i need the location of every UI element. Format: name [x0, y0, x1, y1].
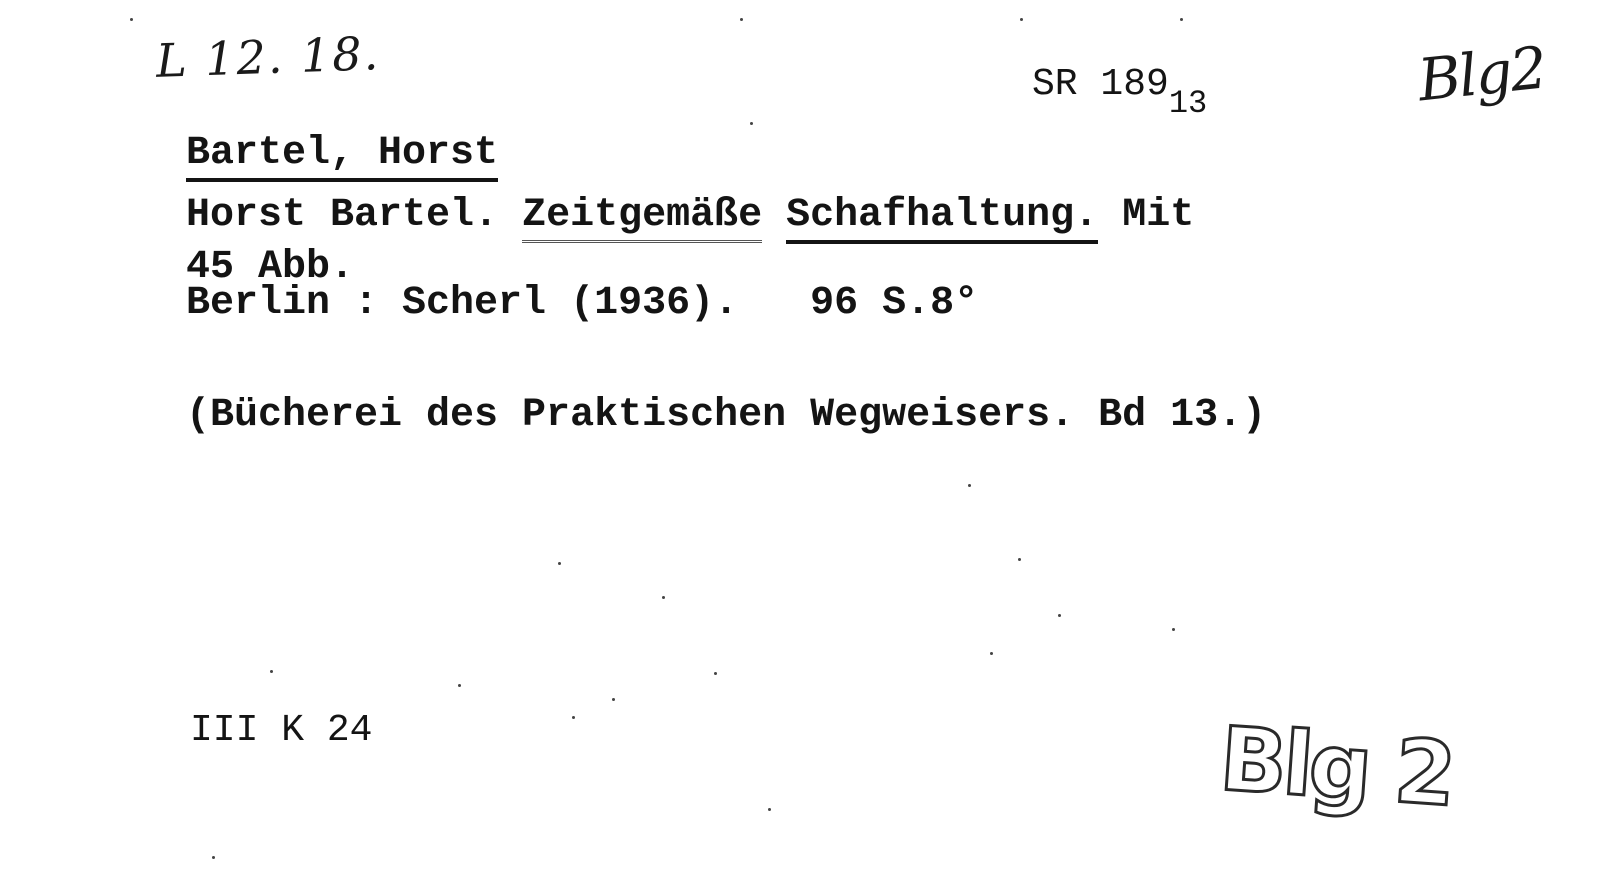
speck — [990, 652, 993, 655]
speck — [740, 18, 743, 21]
title-word-2: Schafhaltung. — [786, 193, 1098, 244]
speck — [572, 716, 575, 719]
speck — [130, 18, 133, 21]
illustrations-line: 45 Abb. — [186, 245, 355, 290]
speck — [662, 596, 665, 599]
call-number: III K 24 — [190, 709, 373, 752]
speck — [558, 562, 561, 565]
speck — [612, 698, 615, 701]
title-word-1: Zeitgemäße — [522, 193, 762, 243]
speck — [1180, 18, 1183, 21]
series-note: (Bücherei des Praktischen Wegweisers. Bd 13.) — [186, 393, 1267, 438]
speck — [968, 484, 971, 487]
speck — [1020, 18, 1023, 21]
speck — [1018, 558, 1021, 561]
speck — [1058, 614, 1061, 617]
handwritten-shelf-mark: Blg2 — [1414, 33, 1549, 115]
speck — [714, 672, 717, 675]
speck — [458, 684, 461, 687]
speck — [212, 856, 215, 859]
author-heading — [186, 131, 499, 176]
title-line-suffix: Mit — [1098, 193, 1195, 238]
shelf-code-main: SR 189 — [1032, 63, 1169, 106]
title-space — [762, 193, 786, 238]
speck — [270, 670, 273, 673]
title-line-prefix: Horst Bartel. — [186, 193, 523, 238]
handwritten-date: L 12. 18. — [155, 26, 381, 88]
speck — [750, 122, 753, 125]
shelf-code — [1032, 63, 1208, 122]
speck — [768, 808, 771, 811]
imprint-line: Berlin : Scherl (1936). 96 S.8° — [186, 281, 979, 326]
branch-stamp: Blg 2 — [1216, 707, 1456, 826]
speck — [1172, 628, 1175, 631]
title-line — [186, 193, 1195, 238]
shelf-code-sub: 13 — [1168, 85, 1208, 122]
author-heading-text: Bartel, Horst — [186, 131, 498, 182]
